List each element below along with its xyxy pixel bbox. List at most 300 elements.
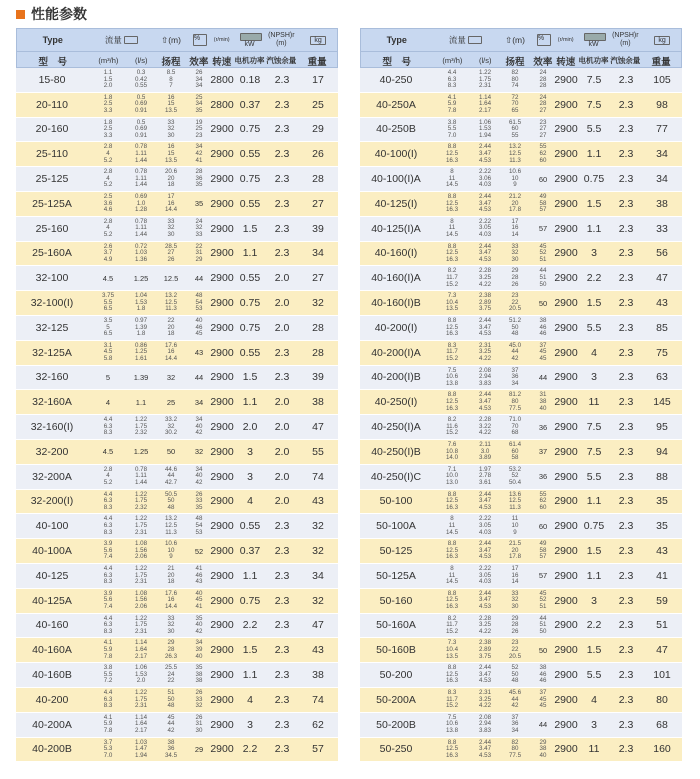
npsh-cell: 2.3	[274, 123, 290, 136]
value-line: 8	[169, 75, 173, 83]
model-cell: 40-160A	[32, 644, 72, 657]
flow-m3h-cell	[432, 242, 472, 266]
flow-ls-cell	[472, 738, 498, 762]
weight-icon: kg	[654, 36, 669, 45]
flow-ls-cell	[472, 514, 498, 538]
value-line: 3.61	[478, 478, 492, 486]
value-line: 9	[169, 553, 173, 561]
value-line: 2.94	[478, 373, 492, 381]
efficiency-cell	[188, 217, 210, 241]
value-line: 1.75	[134, 422, 148, 430]
header-label-row	[17, 51, 337, 69]
speed-cell: 2900	[210, 693, 234, 706]
value-line: 41	[195, 602, 203, 610]
value-line: 16	[167, 596, 175, 604]
npsh-cell: 2.3	[618, 396, 634, 409]
value-line: 8.3	[447, 341, 457, 349]
npsh-cell: 2.0	[274, 445, 290, 458]
value-line: 3.47	[478, 199, 492, 207]
value-line: 12.5	[445, 323, 459, 331]
power-cell: 11	[588, 743, 600, 756]
efficiency-cell: 35	[194, 199, 204, 209]
value-line: 2.44	[478, 192, 492, 200]
value-line: 11	[448, 521, 456, 529]
value-line: 8	[450, 564, 454, 572]
value-line: 3.47	[478, 596, 492, 604]
weight-cell: 35	[656, 520, 668, 533]
flow-ls-cell	[472, 390, 498, 414]
flow-m3h-cell	[88, 490, 128, 514]
flow-m3h-cell	[88, 291, 128, 315]
value-line: 51	[539, 621, 547, 629]
speed-cell: 2900	[210, 445, 234, 458]
npsh-cell: 2.3	[274, 594, 290, 607]
weight-cell: 55	[312, 445, 324, 458]
speed-cell: 2800	[210, 98, 234, 111]
value-line: 18	[167, 578, 175, 586]
table-row	[16, 440, 338, 465]
value-line: 8.3	[447, 82, 457, 90]
value-line: 14.4	[164, 206, 178, 214]
power-cell: 4	[247, 693, 253, 706]
flow-ls-cell	[128, 564, 154, 588]
npsh-cell: 2.3	[274, 73, 290, 86]
npsh-cell: 2.3	[618, 98, 634, 111]
value-line: 4.53	[478, 751, 492, 759]
value-line: 10	[511, 174, 519, 182]
value-line: 2.17	[134, 726, 148, 734]
value-line: 1.94	[478, 131, 492, 139]
table-row	[360, 118, 682, 143]
npsh-cell: 2.3	[274, 718, 290, 731]
model-cell: 50-160B	[376, 644, 416, 657]
value-line: 5.5	[103, 670, 113, 678]
value-line: 2.11	[479, 440, 491, 448]
flow-ls-cell	[128, 614, 154, 638]
value-line: 22	[511, 298, 519, 306]
table-row	[360, 242, 682, 267]
value-line: 5.2	[103, 156, 113, 164]
value-line: 0.78	[134, 217, 148, 225]
value-line: 40	[195, 589, 203, 597]
value-line: 54	[195, 521, 203, 529]
flow-ls-cell	[128, 738, 154, 762]
value-line: 36	[511, 373, 519, 381]
value-line: 4	[106, 224, 110, 232]
value-line: 3.47	[478, 497, 492, 505]
value-line: 7.4	[103, 602, 113, 610]
value-line: 36	[195, 174, 203, 182]
table-row	[16, 490, 338, 515]
efficiency-cell	[532, 68, 554, 92]
value-line: 15.2	[445, 429, 459, 437]
efficiency-header	[188, 29, 210, 51]
lift-cell	[154, 663, 188, 687]
efficiency-cell	[532, 738, 554, 762]
npsh-cell: 2.3	[618, 619, 634, 632]
value-line: 4	[106, 149, 110, 157]
value-line: 2.5	[103, 192, 113, 200]
table-row	[360, 142, 682, 167]
npsh-cell: 2.3	[618, 520, 634, 533]
speed-header	[210, 29, 234, 51]
value-line: 17.6	[164, 341, 178, 349]
weight-cell: 28	[312, 321, 324, 334]
flow-m3h-cell	[432, 539, 472, 563]
value-line: 25	[195, 125, 203, 133]
speed-cell: 2900	[210, 619, 234, 632]
npsh-cell: 2.3	[618, 669, 634, 682]
value-line: 20.6	[164, 168, 178, 176]
value-line: 8.8	[447, 316, 457, 324]
value-line: 30	[511, 602, 519, 610]
speed-cell: 2900	[554, 148, 578, 161]
value-line: 1.22	[134, 490, 148, 498]
value-line: 5.9	[103, 720, 113, 728]
flow-ls-cell	[472, 341, 498, 365]
speed-cell: 2900	[554, 594, 578, 607]
npsh-cell: 2.3	[618, 173, 634, 186]
value-line: 50	[167, 497, 175, 505]
value-line: 7.0	[103, 751, 113, 759]
speed-cell: 2900	[554, 321, 578, 334]
value-line: 29	[511, 267, 519, 275]
value-line: 6.5	[103, 305, 113, 313]
value-line: 4.1	[447, 93, 457, 101]
table-row	[360, 738, 682, 763]
value-line: 38	[195, 670, 203, 678]
npsh-cell: 2.3	[618, 297, 634, 310]
value-line: 10.6	[445, 720, 459, 728]
value-line: 4.53	[478, 602, 492, 610]
value-line: 4.53	[478, 677, 492, 685]
speed-cell: 2800	[210, 73, 234, 86]
power-cell: 5.5	[586, 470, 602, 483]
value-line: 13.5	[445, 652, 459, 660]
power-cell: 1.1	[586, 569, 602, 582]
value-line: 16.3	[445, 503, 459, 511]
flow-m3h-cell	[88, 192, 128, 216]
value-line: 11.7	[446, 621, 458, 629]
value-line: 15.2	[445, 280, 459, 288]
value-line: 4.22	[478, 702, 492, 710]
model-cell: 40-250(I)C	[370, 470, 422, 483]
value-line: 20	[511, 546, 519, 554]
flow-ls-cell	[128, 142, 154, 166]
value-line: 1.94	[134, 751, 148, 759]
speed-icon: (r/min)	[213, 37, 230, 43]
speed-cell: 2900	[210, 222, 234, 235]
value-line: 1.08	[134, 589, 148, 597]
value-line: 28	[511, 273, 519, 281]
value-line: 29	[195, 255, 203, 263]
lift-cell	[154, 539, 188, 563]
weight-cell: 43	[312, 495, 324, 508]
value-line: 3.75	[478, 652, 492, 660]
value-line: 16	[167, 199, 175, 207]
value-line: 18	[167, 330, 175, 338]
weight-cell: 38	[656, 197, 668, 210]
value-line: 6.3	[103, 497, 113, 505]
header-lift: 扬程	[161, 56, 181, 68]
power-cell: 1.5	[586, 197, 602, 210]
weight-cell: 43	[312, 644, 324, 657]
value-line: 13.0	[445, 478, 459, 486]
flow-m3h-cell	[88, 341, 128, 365]
flow-m3h-cell	[432, 713, 472, 737]
value-line: 45	[539, 354, 547, 362]
flow-ls-cell	[472, 663, 498, 687]
table-row	[360, 440, 682, 465]
efficiency-cell	[532, 589, 554, 613]
header-eff: 效率	[189, 56, 209, 68]
value-line: 1.44	[134, 156, 148, 164]
power-cell: 0.75	[239, 173, 261, 186]
value-line: 40	[539, 751, 547, 759]
model-cell: 50-125A	[376, 569, 416, 582]
model-cell: 40-200(I)A	[371, 346, 421, 359]
value-line: 16.3	[445, 751, 459, 759]
npsh-cell: 2.3	[618, 73, 634, 86]
efficiency-cell	[532, 688, 554, 712]
value-line: 55	[511, 131, 519, 139]
model-cell: 40-100(I)A	[371, 173, 421, 186]
value-line: 1.03	[134, 738, 148, 746]
value-line: 26	[167, 255, 175, 263]
value-line: 39	[195, 645, 203, 653]
value-line: 40	[195, 472, 203, 480]
lift-cell: 25	[166, 397, 176, 407]
flow-ls-cell	[472, 589, 498, 613]
lift-cell	[154, 118, 188, 142]
npsh-header	[609, 29, 641, 51]
value-line: 3.05	[478, 224, 492, 232]
npsh-unit: (m)	[276, 40, 287, 47]
value-line: 8.3	[447, 688, 457, 696]
value-line: 2.08	[478, 713, 492, 721]
npsh-cell: 2.0	[274, 421, 290, 434]
efficiency-cell	[188, 316, 210, 340]
value-line: 34	[195, 639, 203, 647]
model-cell: 40-125A	[32, 594, 72, 607]
flow-ls-cell	[472, 415, 498, 439]
value-line: 1.75	[478, 75, 492, 83]
value-line: 45	[539, 348, 547, 356]
value-line: 7.8	[103, 726, 113, 734]
value-line: 12.5	[445, 546, 459, 554]
value-line: 48	[167, 702, 175, 710]
npsh-cell: 2.3	[618, 445, 634, 458]
value-line: 3.47	[478, 745, 492, 753]
table-row	[16, 663, 338, 688]
lift-cell	[154, 713, 188, 737]
value-line: 28.5	[164, 242, 178, 250]
value-line: 7	[169, 82, 173, 90]
value-line: 16.3	[445, 330, 459, 338]
value-line: 1.75	[134, 695, 148, 703]
value-line: 11.6	[446, 422, 458, 430]
value-line: 38	[167, 738, 175, 746]
speed-cell: 2900	[210, 718, 234, 731]
value-line: 20.5	[508, 652, 522, 660]
value-line: 4.53	[478, 255, 492, 263]
value-line: 1.22	[134, 515, 148, 523]
value-line: 42	[167, 726, 175, 734]
value-line: 2.5	[103, 125, 113, 133]
model-cell: 40-200	[35, 693, 69, 706]
npsh-cell: 2.0	[274, 495, 290, 508]
model-cell: 20-110	[36, 98, 68, 111]
value-line: 46	[539, 323, 547, 331]
value-line: 14	[511, 230, 519, 238]
value-line: 3.3	[103, 106, 113, 114]
value-line: 58	[511, 454, 519, 462]
value-line: 41	[195, 156, 203, 164]
value-line: 2.94	[478, 720, 492, 728]
flow-ls-cell	[472, 688, 498, 712]
value-line: 50	[511, 323, 519, 331]
value-line: 6.3	[447, 75, 457, 83]
model-cell: 50-100A	[376, 520, 416, 533]
value-line: 38	[539, 316, 547, 324]
npsh-cell: 2.3	[274, 98, 290, 111]
efficiency-cell	[188, 713, 210, 737]
value-line: 5.2	[103, 230, 113, 238]
npsh-cell: 2.3	[274, 693, 290, 706]
value-line: 28	[539, 82, 547, 90]
value-line: 51	[539, 602, 547, 610]
value-line: 16	[511, 571, 519, 579]
value-line: 12.5	[445, 596, 459, 604]
lift-cell	[498, 167, 532, 191]
value-line: 33	[167, 217, 175, 225]
value-line: 3.05	[478, 521, 492, 529]
value-line: 1.64	[134, 645, 148, 653]
value-line: 35	[195, 614, 203, 622]
value-line: 14.5	[445, 181, 459, 189]
flow-m3h-cell	[88, 167, 128, 191]
model-cell: 50-200	[379, 669, 413, 682]
value-line: 40	[195, 621, 203, 629]
efficiency-cell	[188, 688, 210, 712]
value-line: 2.32	[134, 503, 148, 511]
flow-ls-cell	[128, 465, 154, 489]
header-model: 型 号	[382, 56, 412, 68]
value-line: 4.53	[478, 156, 492, 164]
value-line: 5.6	[103, 546, 113, 554]
efficiency-cell	[188, 291, 210, 315]
value-line: 1.22	[134, 614, 148, 622]
value-line: 7.0	[447, 131, 457, 139]
value-line: 22	[511, 645, 519, 653]
model-cell: 50-250	[379, 743, 413, 756]
value-line: 1.14	[134, 639, 148, 647]
flow-m3h-cell	[432, 217, 472, 241]
value-line: 7.5	[447, 366, 457, 374]
value-line: 34	[195, 100, 203, 108]
value-line: 13.5	[164, 106, 178, 114]
efficiency-cell: 29	[194, 744, 204, 754]
value-line: 12.5	[445, 670, 459, 678]
flow-ls-cell	[128, 291, 154, 315]
value-line: 3.7	[103, 249, 113, 257]
value-line: 30	[167, 230, 175, 238]
value-line: 16.3	[445, 255, 459, 263]
table-row	[360, 415, 682, 440]
weight-cell: 95	[656, 421, 668, 434]
flow-ls-cell	[128, 68, 154, 92]
efficiency-cell: 57	[538, 571, 548, 581]
speed-cell: 2900	[210, 495, 234, 508]
value-line: 35	[195, 664, 203, 672]
value-line: 3.3	[103, 131, 113, 139]
flow-ls-cell	[472, 366, 498, 390]
value-line: 6.3	[103, 695, 113, 703]
value-line: 2.17	[478, 106, 492, 114]
value-line: 29	[539, 738, 547, 746]
value-line: 16.3	[445, 206, 459, 214]
value-line: 27	[539, 125, 547, 133]
value-line: 1.64	[478, 100, 492, 108]
value-line: 81.2	[508, 391, 522, 399]
flow-ls-cell	[472, 564, 498, 588]
value-line: 30	[511, 255, 519, 263]
value-line: 6.3	[103, 422, 113, 430]
flow-m3h-cell	[88, 738, 128, 762]
weight-cell: 59	[656, 594, 668, 607]
value-line: 23	[195, 131, 203, 139]
value-line: 10.6	[508, 168, 522, 176]
header-weight: 重量	[651, 56, 671, 68]
npsh-cell: 2.0	[274, 470, 290, 483]
value-line: 16.3	[445, 404, 459, 412]
value-line: 8.2	[447, 267, 457, 275]
efficiency-cell	[188, 514, 210, 538]
power-cell: 5.5	[586, 321, 602, 334]
efficiency-cell	[188, 167, 210, 191]
value-line: 74	[511, 82, 519, 90]
lift-arrow-icon: ⇧	[505, 34, 513, 45]
value-line: 5.6	[103, 596, 113, 604]
value-line: 8.8	[447, 589, 457, 597]
value-line: 5.9	[447, 100, 457, 108]
model-cell: 40-250(I)A	[371, 421, 421, 434]
value-line: 7.6	[447, 440, 457, 448]
value-line: 4.03	[478, 578, 492, 586]
power-header	[578, 29, 610, 51]
weight-header	[641, 29, 681, 51]
npsh-cell: 2.3	[618, 569, 634, 582]
flow-m3h-cell	[432, 490, 472, 514]
flow-ls-cell	[128, 167, 154, 191]
model-cell: 40-250A	[376, 98, 416, 111]
value-line: 41	[195, 564, 203, 572]
value-line: 1.06	[134, 664, 148, 672]
value-line: 2.38	[478, 639, 492, 647]
model-cell: 50-160A	[376, 619, 416, 632]
flow-ls-cell: 1.25	[133, 273, 149, 283]
value-line: 17	[511, 217, 519, 225]
npsh-cell: 2.3	[274, 371, 290, 384]
value-line: 1.11	[135, 224, 147, 232]
table-row	[16, 390, 338, 415]
value-line: 4.1	[103, 639, 113, 647]
table-row	[360, 341, 682, 366]
npsh-label: (NPSH)r	[268, 32, 295, 39]
header-flow-ls: (l/s)	[478, 56, 492, 65]
value-line: 8.8	[447, 738, 457, 746]
flow-ls-cell	[128, 118, 154, 142]
